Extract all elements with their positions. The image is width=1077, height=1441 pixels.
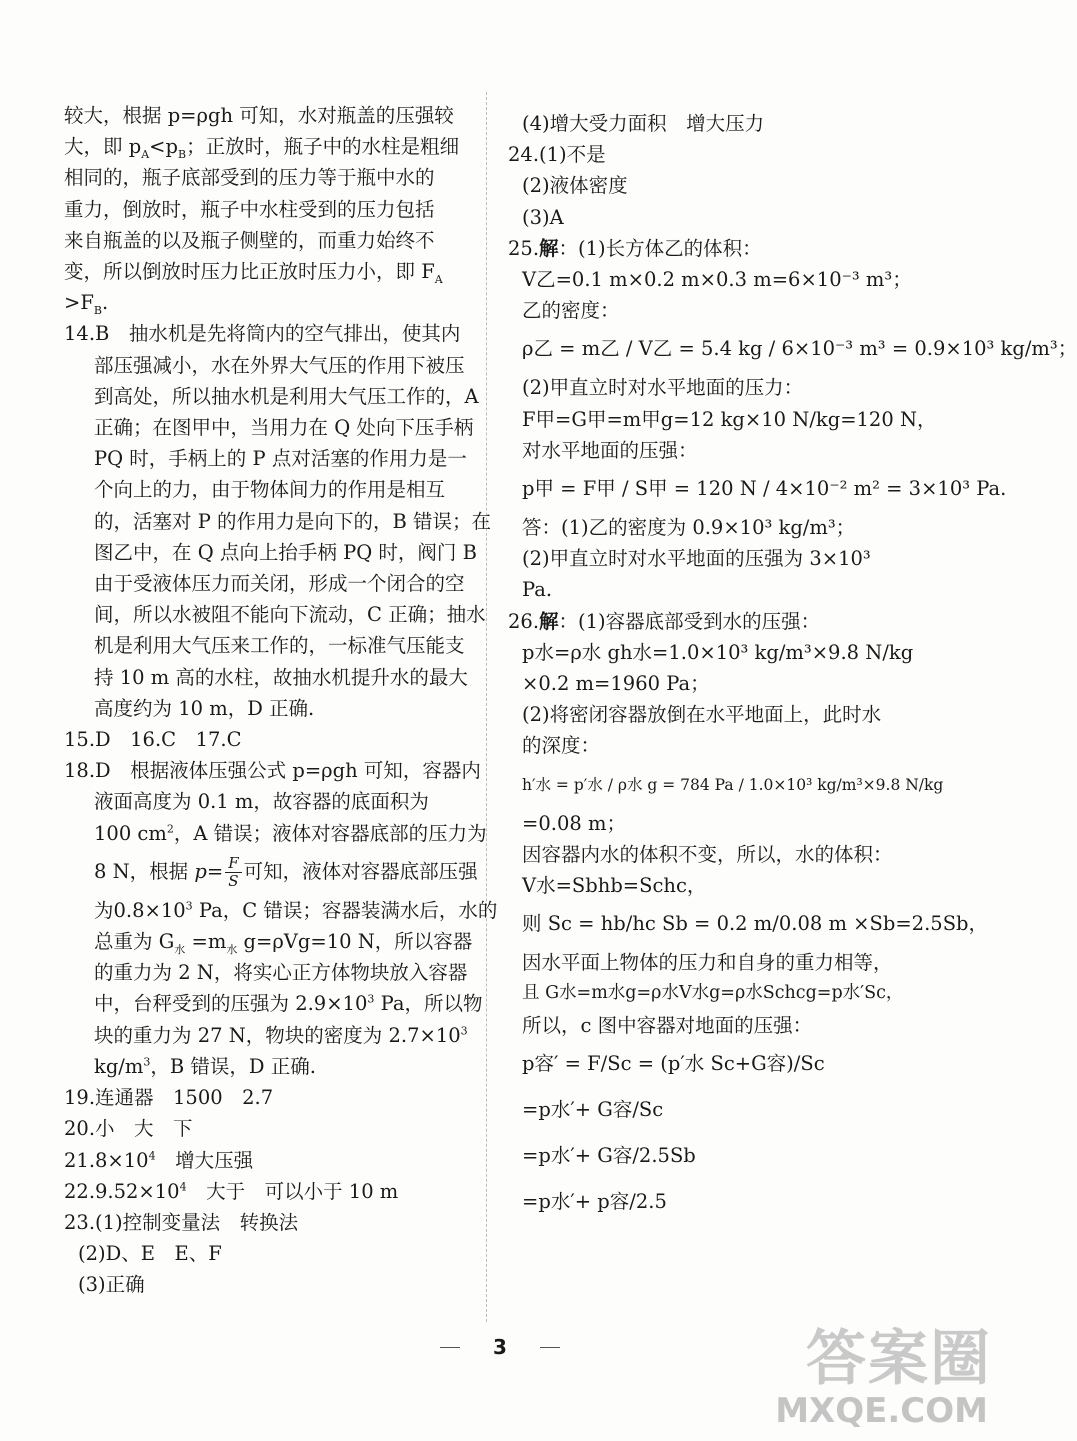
text-line: PQ 时，手柄上的 P 点对活塞的作用力是一 — [94, 447, 467, 471]
text-line: $>F_B$. — [64, 291, 109, 318]
text-line: 重力，倒放时，瓶子中水柱受到的压力包括 — [64, 197, 435, 221]
watermark — [775, 1305, 992, 1435]
text-line: $kg/m^3$，B 错误，D 正确. — [94, 1054, 316, 1078]
formula-line: 则 Sc = hb/hc Sb = 0.2 m/0.08 m ×Sb=2.5Sb， — [522, 912, 989, 936]
text-line: 中，台秤受到的压强为 $2.9\times 10^3$ Pa，所以物 — [94, 992, 483, 1016]
text-line: (2)将密闭容器放倒在水平地面上，此时水 — [522, 703, 882, 727]
text-line: F甲=G甲=m甲g=12 kg×10 N/kg=120 N， — [522, 407, 937, 431]
answer-23: 23.(1)控制变量法 转换法 — [64, 1210, 299, 1234]
text-line: (4)增大受力面积 增大压力 — [522, 112, 765, 135]
text-line: =0.08 m； — [522, 811, 626, 835]
text-line: 100 $cm^2$，A 错误；液体对容器底部的压力为 — [94, 821, 487, 845]
text-line: 块的重力为 27 N，物块的密度为 $2.7\times 10^3$ — [94, 1023, 468, 1047]
text-line: (2)D、E E、F — [78, 1242, 222, 1266]
text-line: ×0.2 m=1960 Pa； — [522, 672, 710, 696]
text-line: 正确；在图甲中，当用力在 Q 处向下压手柄 — [94, 416, 474, 440]
text-line: (3)A — [522, 205, 564, 229]
text-line: 变，所以倒放时压力比正放时压力小，即 $F_A$ — [64, 260, 443, 286]
text-line: V乙=0.1 m×0.2 m×0.3 m=6×10⁻³ m³； — [522, 268, 912, 292]
text-line: V水=Sbhb=Schc， — [522, 874, 707, 898]
text-line: 大，即 $p_A<p_B$；正放时，瓶子中的水柱是粗细 — [64, 135, 460, 162]
text-line: 液面高度为 0.1 m，故容器的底面积为 — [94, 790, 429, 814]
answer-18: 18.D 根据液体压强公式 p=ρgh 可知，容器内 — [64, 759, 481, 783]
right-column — [508, 108, 1077, 1225]
text-line: 个向上的力，由于物体间力的作用是相互 — [94, 478, 446, 502]
text-line: 间，所以水被阻不能向下流动，C 正确；抽水 — [94, 603, 486, 627]
answer-22: $22.9.52\times 10^4$ 大于 可以小于 10 m — [64, 1179, 399, 1203]
text-line: p水=ρ水 gh水=1.0×10³ kg/m³×9.8 N/kg — [522, 640, 914, 664]
left-column — [64, 100, 498, 1301]
text-line: 机是利用大气压来工作的，一标准气压能支 — [94, 634, 465, 658]
formula-line: =p水′+ G容/Sc — [522, 1097, 664, 1121]
formula-line: ρ乙 = m乙 / V乙 = 5.4 kg / 6×10⁻³ m³ = 0.9×10³ kg/m³； — [522, 337, 1077, 361]
answer-25: 25.解：(1)长方体乙的体积： — [508, 236, 762, 260]
text-line: (2)甲直立时对水平地面的压强为 3×10³ — [522, 547, 871, 571]
answer-24: 24.(1)不是 — [508, 143, 606, 167]
answer-26: 26.解：(1)容器底部受到水的压强： — [508, 609, 821, 633]
text-line: 到高处，所以抽水机是利用大气压工作的，A — [94, 384, 479, 408]
formula-line: p甲 = F甲 / S甲 = 120 N / 4×10⁻² m² = 3×10³ Pa. — [522, 477, 1007, 501]
answer-21: $21.8\times 10^4$ 增大压强 — [64, 1148, 254, 1172]
text-line: 的重力为 2 N，将实心正方体物块放入容器 — [94, 961, 468, 985]
text-line: 高度约为 10 m，D 正确. — [94, 696, 315, 720]
text-line: 总重为 $G_水 =m_水$ g=ρVg=10 N，所以容器 — [94, 930, 473, 956]
text-line: 的，活塞对 P 的作用力是向下的，B 错误；在 — [94, 509, 492, 533]
formula-line: =p水′+ p容/2.5 — [522, 1189, 667, 1213]
text-line: 相同的，瓶子底部受到的压力等于瓶中水的 — [64, 166, 435, 190]
text-line: 来自瓶盖的以及瓶子侧壁的，而重力始终不 — [64, 228, 435, 252]
text-line: Pa. — [522, 578, 553, 602]
page-number-dash-right — [540, 1347, 560, 1348]
answer-20: 20.小 大 下 — [64, 1117, 193, 1141]
text-line: 较大，根据 p=ρgh 可知，水对瓶盖的压强较 — [64, 104, 454, 127]
formula-line: h′水 = p′水 / ρ水 g = 784 Pa / 1.0×10³ kg/m³×9.8 N/kg — [522, 775, 944, 794]
text-line: 8 N，根据 p= $\frac{F}{S}$ 可知，液体对容器底部压强 — [94, 853, 478, 890]
answer-19: 19.连通器 1500 2.7 — [64, 1086, 274, 1110]
answer-15-17: 15.D 16.C 17.C — [64, 728, 242, 752]
text-line: 由于受液体压力而关闭，形成一个闭合的空 — [94, 572, 465, 596]
text-line: 部压强减小，水在外界大气压的作用下被压 — [94, 353, 465, 377]
formula-line: =p水′+ G容/2.5Sb — [522, 1143, 696, 1167]
text-line: 乙的密度： — [522, 299, 620, 323]
column-divider — [486, 92, 487, 1322]
answer-14: 14.B 抽水机是先将筒内的空气排出，使其内 — [64, 322, 461, 346]
watermark-url: MXQE.COM — [775, 1391, 988, 1431]
text-line: 因容器内水的体积不变，所以，水的体积： — [522, 842, 893, 866]
formula-line: p容′ = F/Sc = (p′水 Sc+G容)/Sc — [522, 1051, 825, 1075]
fraction: $\frac{F}{S}$ — [225, 855, 241, 890]
text-line: 为$0.8\times 10^3$ Pa，C 错误；容器装满水后，水的 — [94, 898, 498, 922]
text-line: 的深度： — [522, 734, 601, 758]
text-line: 所以，c 图中容器对地面的压强： — [522, 1013, 813, 1037]
text-line: (2)甲直立时对水平地面的压力： — [522, 376, 804, 400]
text-line: 因水平面上物体的压力和自身的重力相等， — [522, 951, 893, 975]
text-line: 对水平地面的压强： — [522, 438, 698, 462]
page-number: 3 — [493, 1335, 507, 1359]
text-line: (2)液体密度 — [522, 174, 628, 198]
text-line: 答：(1)乙的密度为 0.9×10³ kg/m³； — [522, 516, 856, 540]
text-line: (3)正确 — [78, 1273, 145, 1297]
watermark-logo: 答案圈 — [806, 1324, 992, 1394]
text-line: 持 10 m 高的水柱，故抽水机提升水的最大 — [94, 665, 468, 689]
text-line: 图乙中，在 Q 点向上抬手柄 PQ 时，阀门 B — [94, 540, 477, 564]
text-line: 且 G水=m水g=ρ水V水g=ρ水Schcg=p水′Sc， — [522, 983, 904, 1004]
